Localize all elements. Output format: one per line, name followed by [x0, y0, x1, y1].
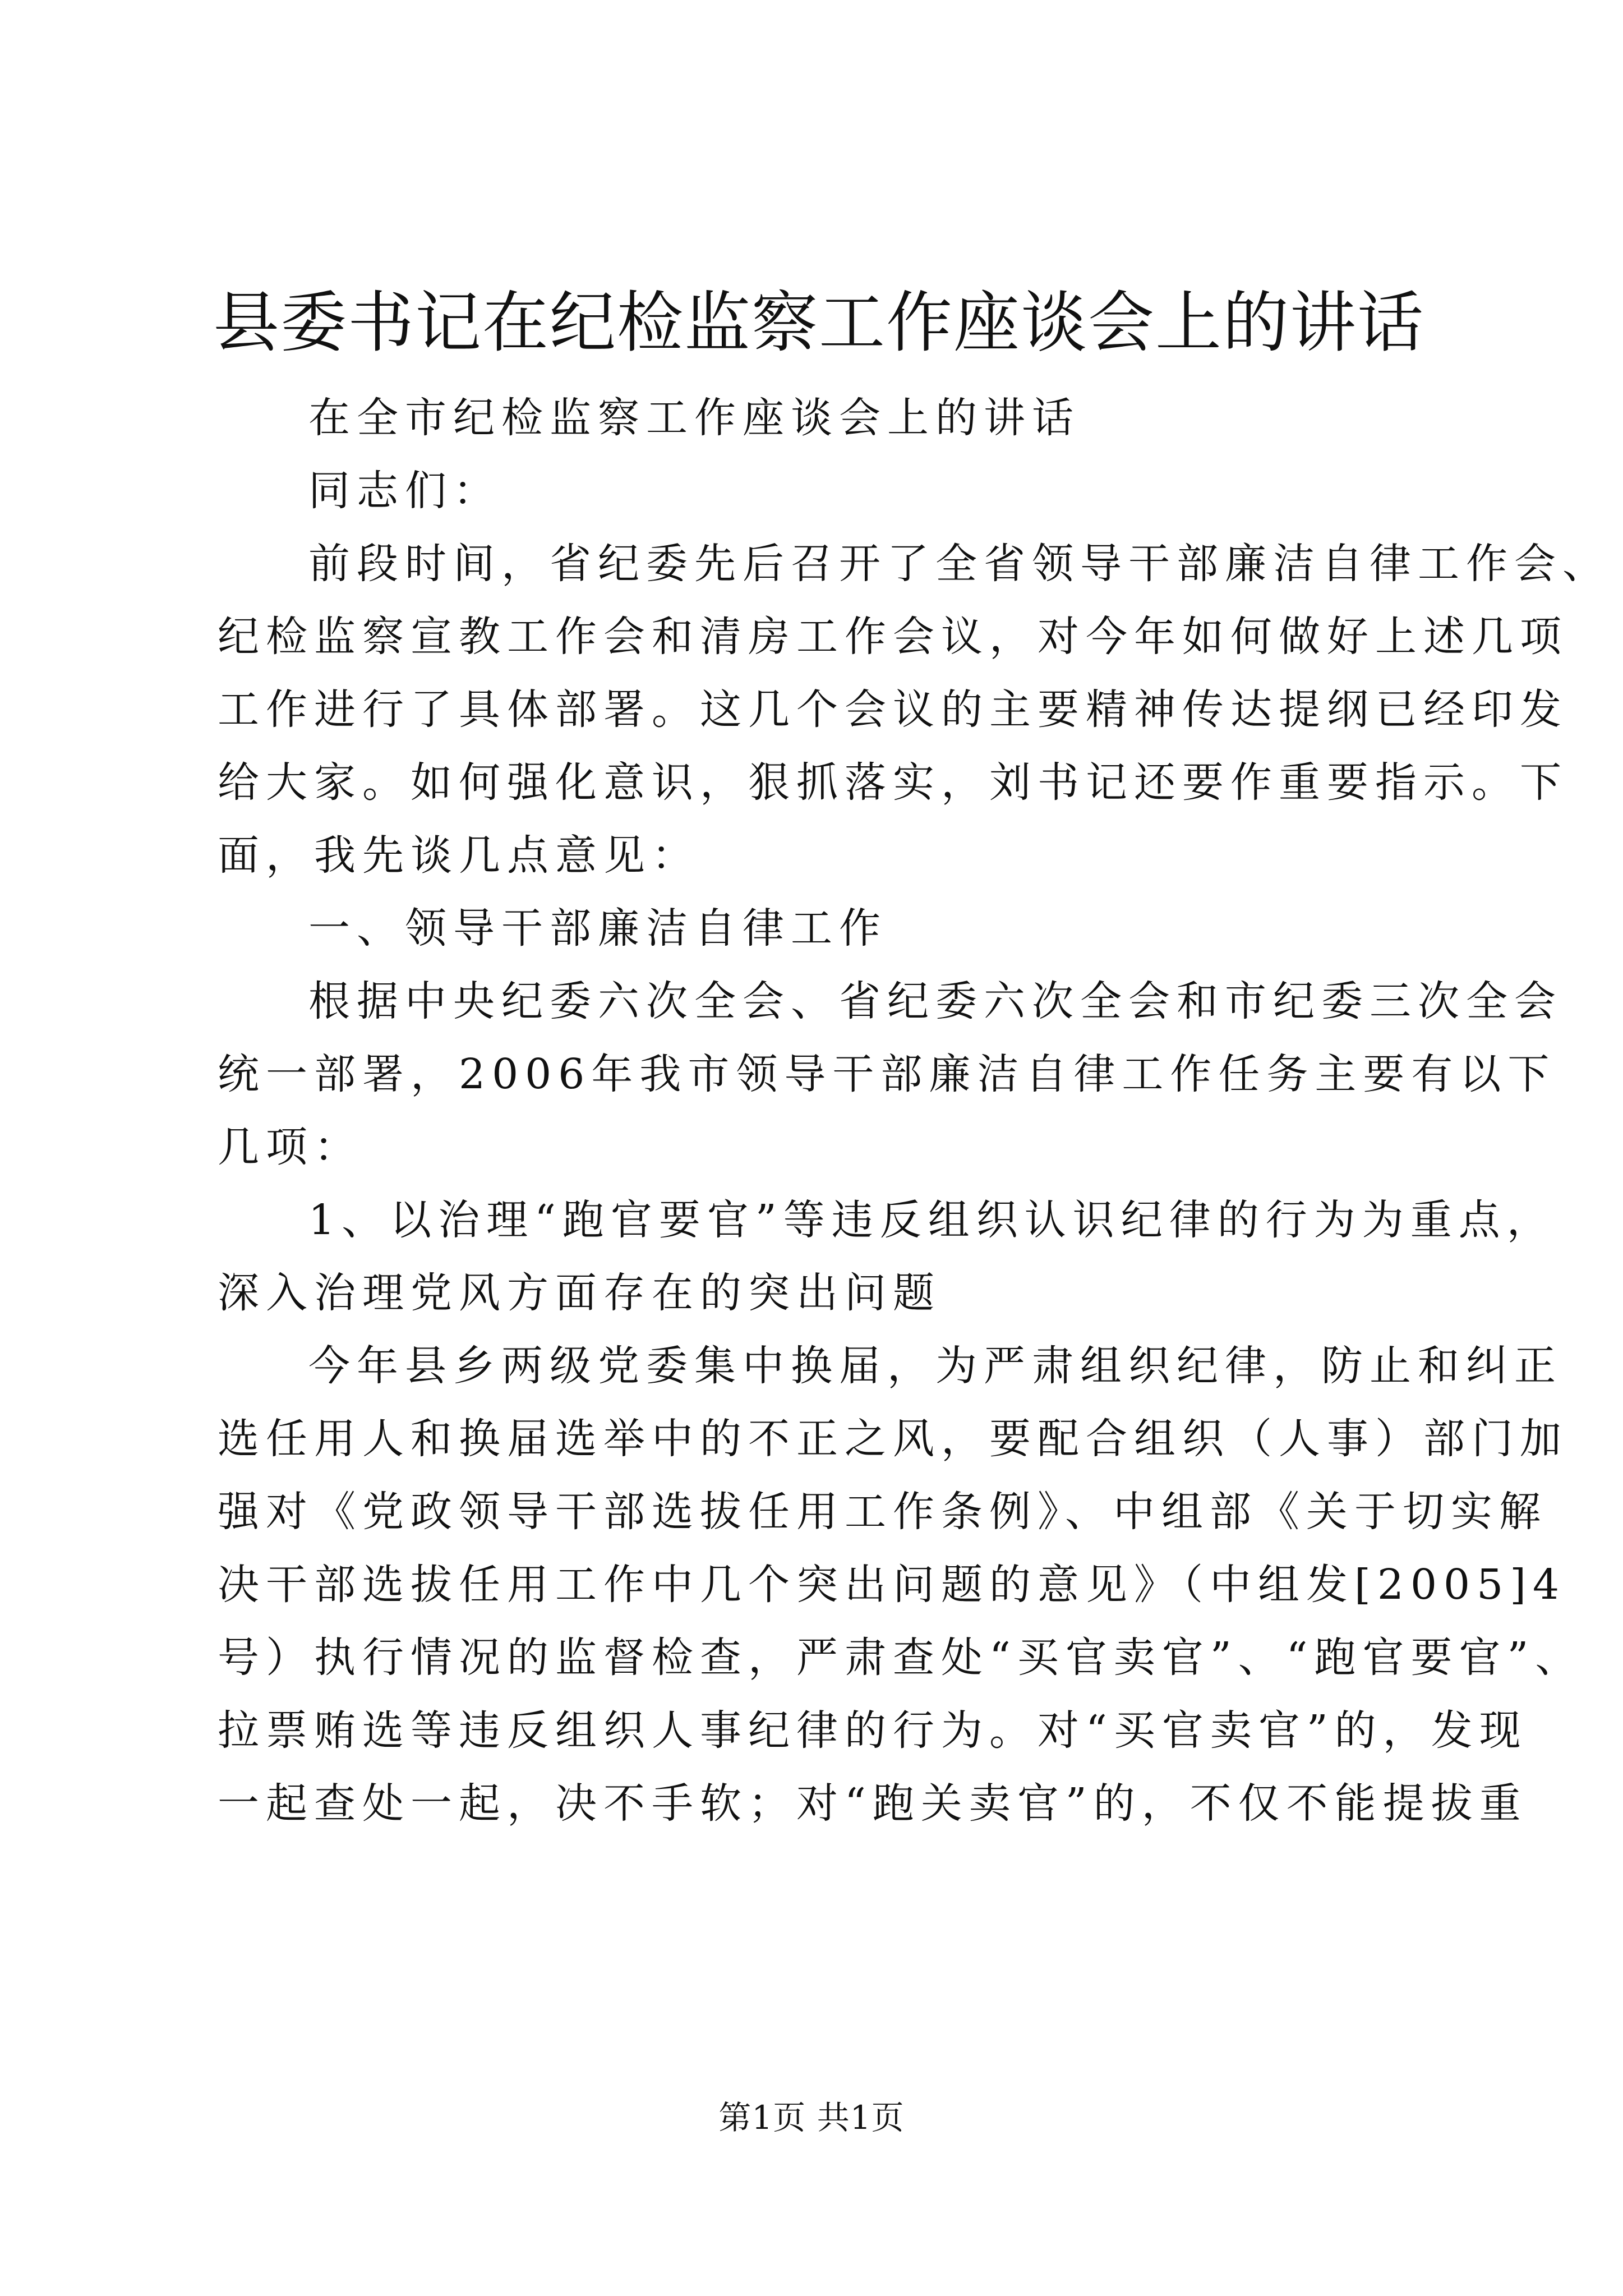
- body-line: 1、以治理“跑官要官”等违反组织认识纪律的行为为重点，: [308, 1196, 1555, 1244]
- body-line: 选任用人和换届选举中的不正之风，要配合组织（人事）部门加: [218, 1415, 1568, 1463]
- body-line: 决干部选拔任用工作中几个突出问题的意见》（中组发[2005]4: [218, 1561, 1566, 1609]
- body-line: 工作进行了具体部署。这几个会议的主要精神传达提纲已经印发: [218, 685, 1568, 734]
- body-line: 号）执行情况的监督检查，严肃查处“买官卖官”、“跑官要官”、: [218, 1634, 1584, 1682]
- body-line: 强对《党政领导干部选拔任用工作条例》、中组部《关于切实解: [218, 1488, 1547, 1536]
- body-line: 在全市纪检监察工作座谈会上的讲话: [308, 394, 1080, 442]
- page-footer: 第1页 共1页: [718, 2099, 905, 2137]
- body-line: 一起查处一起，决不手软；对“跑关卖官”的，不仅不能提拔重: [218, 1779, 1528, 1828]
- body-line: 几项：: [218, 1123, 362, 1171]
- body-line: 前段时间，省纪委先后召开了全省领导干部廉洁自律工作会、: [308, 540, 1611, 588]
- body-line: 给大家。如何强化意识，狠抓落实，刘书记还要作重要指示。下: [218, 758, 1568, 807]
- document-body: [218, 381, 1611, 1840]
- body-line: 一、领导干部廉洁自律工作: [308, 904, 887, 953]
- document-title: 县委书记在纪检监察工作座谈会上的讲话: [213, 284, 1425, 361]
- body-line: 同志们：: [308, 467, 501, 515]
- body-line: 根据中央纪委六次全会、省纪委六次全会和市纪委三次全会: [308, 977, 1562, 1025]
- body-line: 拉票贿选等违反组织人事纪律的行为。对“买官卖官”的，发现: [218, 1706, 1528, 1755]
- body-line: 今年县乡两级党委集中换届，为严肃组织纪律，防止和纠正: [308, 1342, 1562, 1390]
- body-line: 深入治理党风方面存在的突出问题: [218, 1269, 941, 1317]
- body-line: 纪检监察宣教工作会和清房工作会议，对今年如何做好上述几项: [218, 613, 1568, 661]
- body-line: 面，我先谈几点意见：: [218, 831, 700, 880]
- body-line: 统一部署，2006年我市领导干部廉洁自律工作任务主要有以下: [218, 1050, 1556, 1098]
